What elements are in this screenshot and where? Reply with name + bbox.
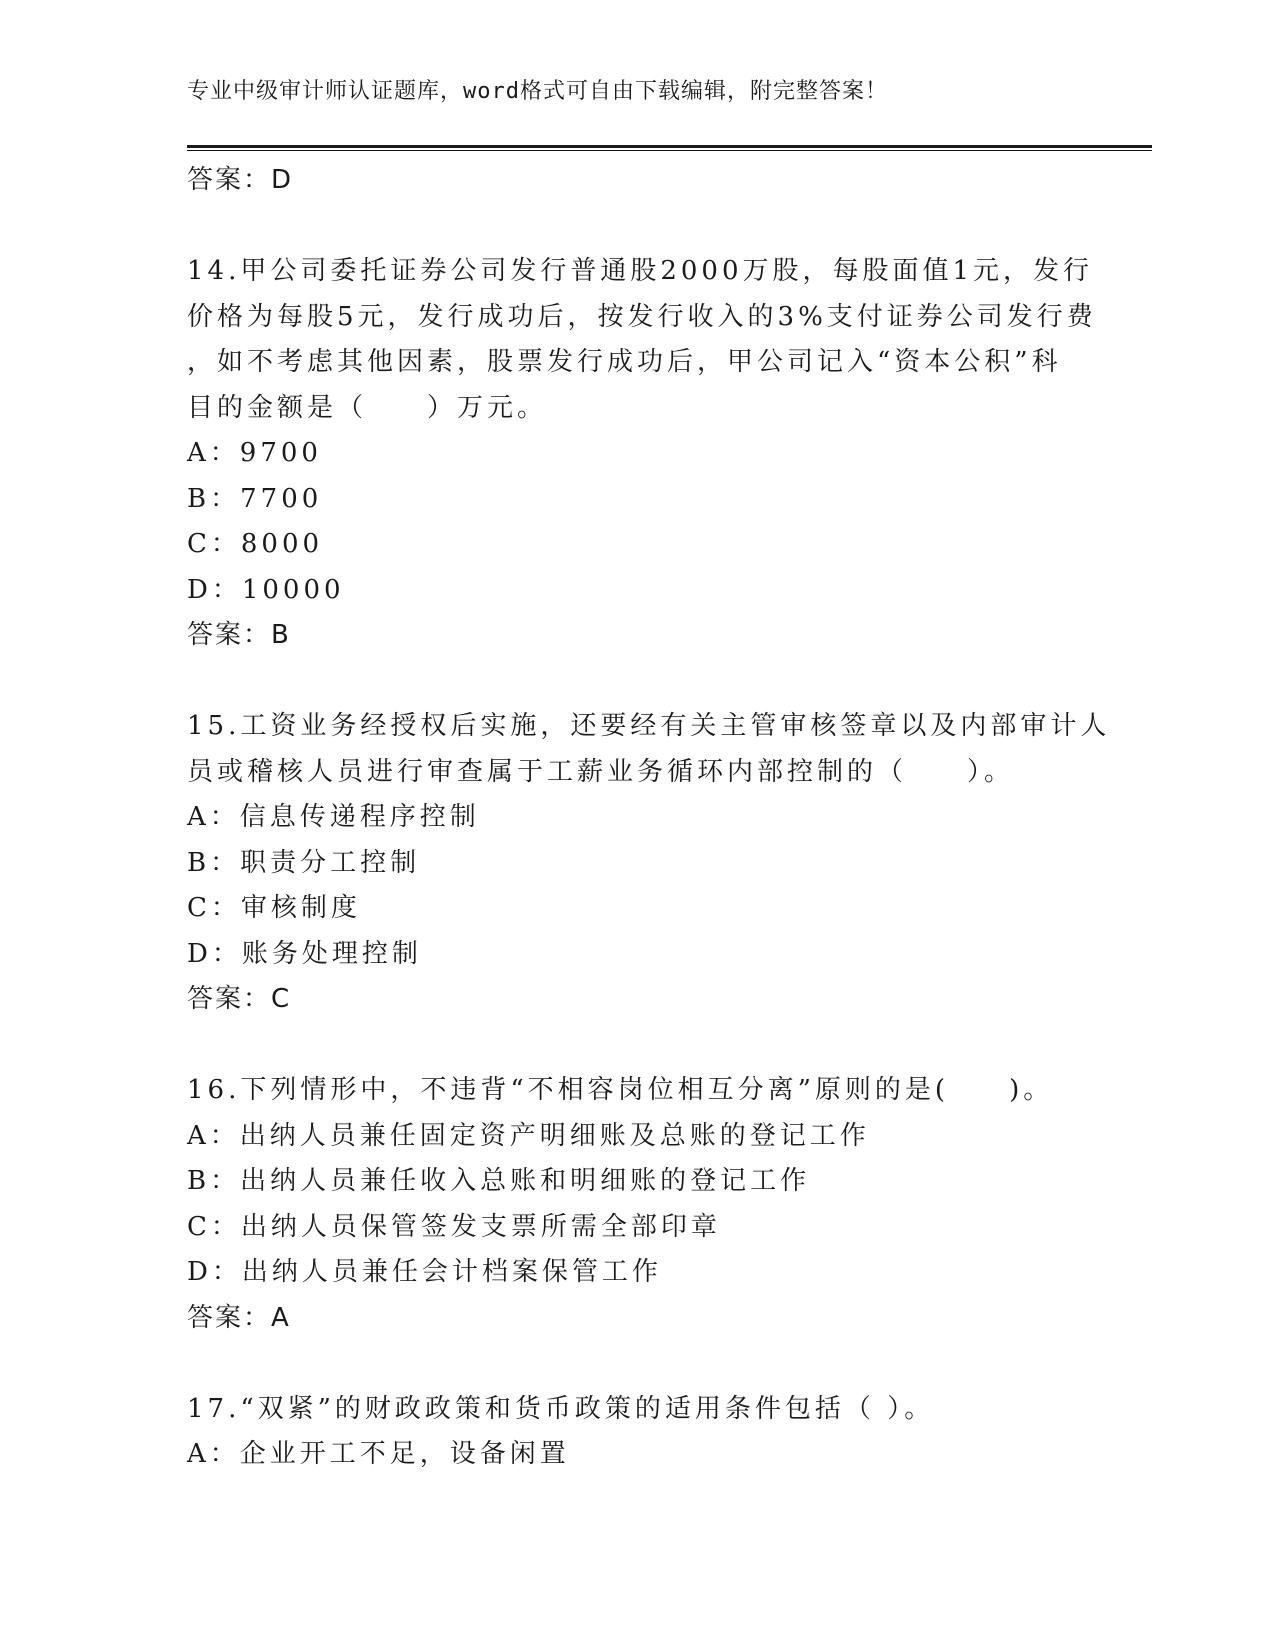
- header-rule-thin: [187, 150, 1152, 151]
- question-text-line: 员或稽核人员进行审查属于工薪业务循环内部控制的（ ）。: [187, 756, 1015, 787]
- option-b: B：7700: [187, 483, 323, 514]
- question-text-line: 价格为每股5元，发行成功后，按发行收入的3%支付证券公司发行费: [187, 301, 1097, 332]
- question-text-line: 目的金额是（ ）万元。: [187, 392, 548, 423]
- question-text-line: 17.“双紧”的财政政策和货币政策的适用条件包括（ ）。: [187, 1393, 935, 1424]
- option-b: B：职责分工控制: [187, 847, 421, 878]
- question-block: [187, 249, 1097, 659]
- option-c: C：8000: [187, 529, 324, 559]
- option-c: C：出纳人员保管签发支票所需全部印章: [187, 1211, 721, 1242]
- spacer: [187, 204, 1087, 250]
- page-header: 专业中级审计师认证题库，word格式可自由下载编辑，附完整答案！: [187, 79, 888, 104]
- spacer: [187, 1341, 1087, 1387]
- question-answer: 答案：C: [187, 984, 292, 1014]
- option-a: A：企业开工不足，设备闲置: [187, 1439, 570, 1469]
- document-body: [187, 158, 1111, 1478]
- question-text-line: 16.下列情形中，不违背“不相容岗位相互分离”原则的是( )。: [187, 1075, 1054, 1105]
- question-text-line: 14.甲公司委托证券公司发行普通股2000万股，每股面值1元，发行: [187, 256, 1094, 286]
- option-d: D：账务处理控制: [187, 938, 422, 969]
- header-rule-thick: [187, 145, 1152, 148]
- question-block: [187, 704, 1111, 1023]
- option-d: D：出纳人员兼任会计档案保管工作: [187, 1257, 662, 1287]
- question-text-line: 15.工资业务经授权后实施，还要经有关主管审核签章以及内部审计人: [187, 711, 1111, 741]
- option-a: A：出纳人员兼任固定资产明细账及总账的登记工作: [187, 1120, 870, 1151]
- question-block: [187, 1387, 1087, 1478]
- spacer: [187, 659, 1087, 705]
- question-block: [187, 1068, 1087, 1341]
- question-text-line: ，如不考虑其他因素，股票发行成功后，甲公司记入“资本公积”科: [187, 347, 1062, 377]
- spacer: [187, 1023, 1087, 1069]
- option-c: C：审核制度: [187, 893, 361, 923]
- question-answer: 答案：A: [187, 1302, 291, 1333]
- option-a: A：9700: [187, 438, 322, 468]
- previous-answer: 答案：D: [187, 165, 294, 195]
- option-d: D：10000: [187, 574, 345, 605]
- option-a: A：信息传递程序控制: [187, 802, 480, 832]
- question-answer: 答案：B: [187, 620, 291, 650]
- option-b: B：出纳人员兼任收入总账和明细账的登记工作: [187, 1166, 811, 1196]
